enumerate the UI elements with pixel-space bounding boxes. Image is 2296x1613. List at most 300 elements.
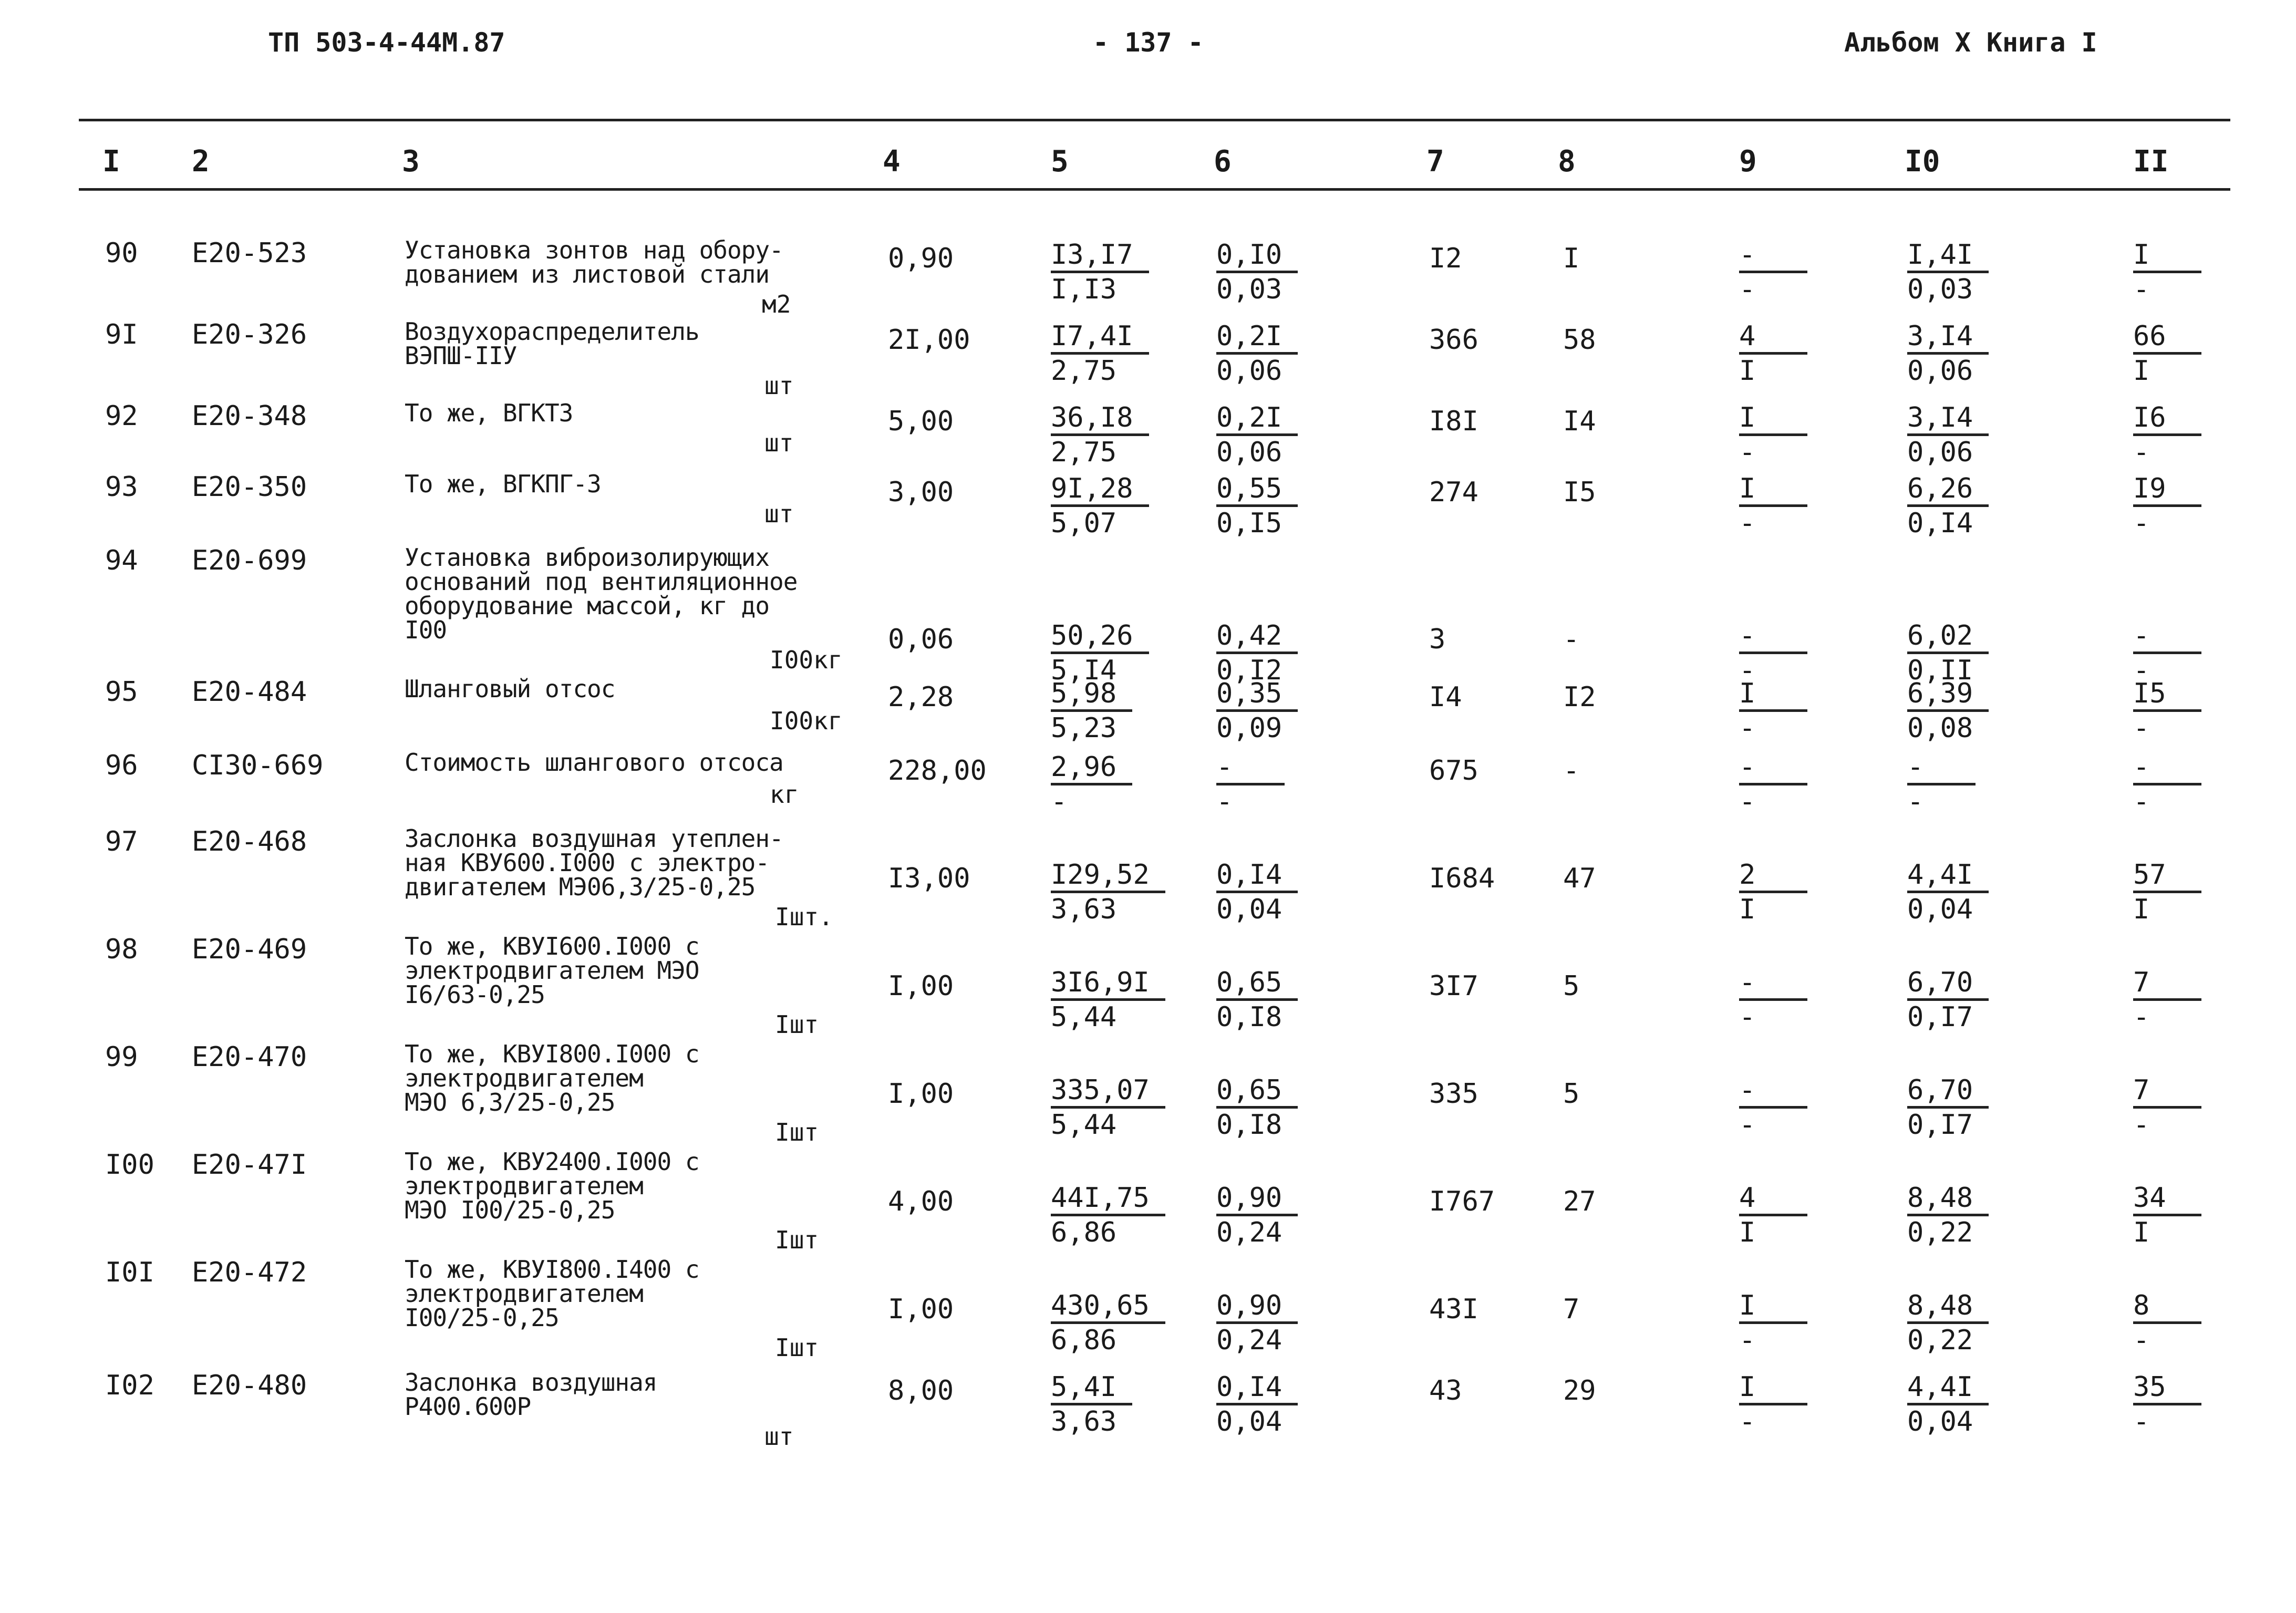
fraction-denominator: - bbox=[2133, 1325, 2150, 1356]
fraction-c10 bbox=[1907, 1371, 1989, 1438]
fraction-denominator: - bbox=[2133, 1109, 2150, 1141]
fraction-denominator: 0,08 bbox=[1907, 712, 1973, 744]
fraction-numerator: - bbox=[1739, 751, 1807, 785]
fraction-c11 bbox=[2133, 967, 2201, 1033]
rate-code: Е20-484 bbox=[192, 676, 307, 708]
fraction-numerator: 0,I0 bbox=[1216, 239, 1298, 273]
fraction-c6 bbox=[1216, 239, 1298, 306]
fraction-c6 bbox=[1216, 967, 1298, 1033]
fraction-numerator: 6,70 bbox=[1907, 1074, 1989, 1109]
fraction-c6 bbox=[1216, 1371, 1298, 1438]
row-number: 90 bbox=[105, 237, 138, 269]
quantity: 0,90 bbox=[888, 243, 954, 274]
column-8-value: 29 bbox=[1563, 1375, 1596, 1407]
column-8-value: 47 bbox=[1563, 863, 1596, 894]
work-description: Установка виброизолирующих оснований под вентиляционное оборудование массой, кг до I00 bbox=[405, 543, 798, 644]
fraction-numerator: 0,65 bbox=[1216, 967, 1298, 1001]
fraction-numerator: 66 bbox=[2133, 320, 2201, 355]
fraction-denominator: 5,44 bbox=[1051, 1109, 1117, 1141]
rate-code: СI30-669 bbox=[192, 750, 324, 781]
fraction-numerator: - bbox=[2133, 751, 2201, 785]
fraction-c9 bbox=[1739, 1182, 1807, 1249]
fraction-c11 bbox=[2133, 1074, 2201, 1141]
column-header-10: I0 bbox=[1905, 144, 1940, 179]
fraction-c9 bbox=[1739, 751, 1807, 818]
fraction-numerator: 7 bbox=[2133, 967, 2201, 1001]
measure-unit: Iшт bbox=[775, 1010, 819, 1039]
fraction-c9 bbox=[1739, 239, 1807, 306]
fraction-numerator: 0,2I bbox=[1216, 402, 1298, 436]
fraction-denominator: 0,09 bbox=[1216, 712, 1283, 744]
measure-unit: м2 bbox=[762, 290, 791, 318]
fraction-numerator: 3,I4 bbox=[1907, 402, 1989, 436]
column-7-value: 274 bbox=[1429, 477, 1478, 508]
column-header-8: 8 bbox=[1558, 144, 1576, 179]
fraction-denominator: 5,I4 bbox=[1051, 655, 1117, 686]
rate-code: Е20-326 bbox=[192, 319, 307, 350]
header-rule bbox=[79, 188, 2230, 191]
column-header-5: 5 bbox=[1051, 144, 1069, 179]
fraction-denominator: 0,I2 bbox=[1216, 655, 1283, 686]
fraction-c9 bbox=[1739, 678, 1807, 745]
fraction-numerator: I9 bbox=[2133, 473, 2201, 507]
fraction-denominator: 0,22 bbox=[1907, 1217, 1973, 1248]
column-7-value: I767 bbox=[1429, 1186, 1495, 1217]
fraction-numerator: I bbox=[1739, 402, 1807, 436]
fraction-c5 bbox=[1051, 402, 1149, 469]
rate-code: Е20-480 bbox=[192, 1370, 307, 1401]
rate-code: Е20-472 bbox=[192, 1257, 307, 1288]
fraction-numerator: 36,I8 bbox=[1051, 402, 1149, 436]
fraction-denominator: I bbox=[2133, 355, 2150, 387]
fraction-c10 bbox=[1907, 1074, 1989, 1141]
work-description: Установка зонтов над обору- дованием из листовой стали bbox=[405, 236, 783, 288]
fraction-denominator: - bbox=[1051, 786, 1068, 818]
fraction-denominator: - bbox=[2133, 786, 2150, 818]
fraction-numerator: I bbox=[1739, 678, 1807, 712]
album-label: Альбом X Книга I bbox=[1844, 27, 2097, 58]
fraction-c6 bbox=[1216, 620, 1298, 687]
fraction-numerator: - bbox=[1216, 751, 1285, 785]
fraction-numerator: I29,52 bbox=[1051, 859, 1165, 893]
fraction-numerator: 6,39 bbox=[1907, 678, 1989, 712]
column-7-value: 675 bbox=[1429, 755, 1478, 787]
fraction-numerator: 35 bbox=[2133, 1371, 2201, 1405]
column-8-value: I2 bbox=[1563, 681, 1596, 713]
fraction-numerator: 6,70 bbox=[1907, 967, 1989, 1001]
fraction-c10 bbox=[1907, 751, 1976, 818]
fraction-c9 bbox=[1739, 1074, 1807, 1141]
quantity: 0,06 bbox=[888, 624, 954, 655]
fraction-c10 bbox=[1907, 678, 1989, 745]
work-description: Воздухораспределитель ВЭПШ-IIУ bbox=[405, 317, 699, 370]
fraction-c5 bbox=[1051, 751, 1132, 818]
column-8-value: - bbox=[1563, 624, 1580, 655]
fraction-denominator: 0,06 bbox=[1216, 355, 1283, 387]
column-header-1: I bbox=[102, 144, 120, 179]
measure-unit: Iшт bbox=[775, 1118, 819, 1146]
fraction-numerator: - bbox=[1739, 620, 1807, 654]
row-number: I02 bbox=[105, 1370, 154, 1401]
fraction-c5 bbox=[1051, 1290, 1165, 1357]
column-8-value: 27 bbox=[1563, 1186, 1596, 1217]
fraction-numerator: 6,02 bbox=[1907, 620, 1989, 654]
fraction-denominator: 2,75 bbox=[1051, 355, 1117, 387]
top-rule bbox=[79, 119, 2230, 121]
work-description: То же, КВУI800.I000 с электродвигателем МЭО 6,3/25-0,25 bbox=[405, 1040, 699, 1116]
measure-unit: Iшт. bbox=[775, 903, 833, 931]
fraction-c10 bbox=[1907, 620, 1989, 687]
fraction-numerator: 0,42 bbox=[1216, 620, 1298, 654]
fraction-denominator: - bbox=[1739, 437, 1756, 468]
fraction-c6 bbox=[1216, 859, 1298, 926]
fraction-denominator: - bbox=[2133, 274, 2150, 305]
fraction-denominator: 0,I7 bbox=[1907, 1001, 1973, 1033]
row-number: 93 bbox=[105, 471, 138, 503]
fraction-numerator: 3,I4 bbox=[1907, 320, 1989, 355]
fraction-c6 bbox=[1216, 473, 1298, 540]
measure-unit: Iшт bbox=[775, 1226, 819, 1254]
fraction-denominator: 0,22 bbox=[1907, 1325, 1973, 1356]
fraction-c6 bbox=[1216, 1182, 1298, 1249]
fraction-denominator: 6,86 bbox=[1051, 1325, 1117, 1356]
fraction-c11 bbox=[2133, 1371, 2201, 1438]
fraction-denominator: - bbox=[2133, 712, 2150, 744]
fraction-c5 bbox=[1051, 1074, 1165, 1141]
fraction-numerator: 0,90 bbox=[1216, 1290, 1298, 1324]
fraction-denominator: I bbox=[1739, 355, 1756, 387]
fraction-c5 bbox=[1051, 473, 1149, 540]
fraction-denominator: 3,63 bbox=[1051, 1406, 1117, 1438]
fraction-denominator: - bbox=[1739, 1406, 1756, 1438]
quantity: 2I,00 bbox=[888, 324, 970, 356]
fraction-c5 bbox=[1051, 1182, 1165, 1249]
row-number: 99 bbox=[105, 1041, 138, 1073]
fraction-c5 bbox=[1051, 678, 1132, 745]
fraction-denominator: 0,04 bbox=[1216, 1406, 1283, 1438]
row-number: 97 bbox=[105, 826, 138, 857]
fraction-numerator: 7 bbox=[2133, 1074, 2201, 1109]
fraction-numerator: 335,07 bbox=[1051, 1074, 1165, 1109]
column-7-value: 43I bbox=[1429, 1294, 1478, 1325]
fraction-denominator: 0,03 bbox=[1216, 274, 1283, 305]
fraction-numerator: 0,35 bbox=[1216, 678, 1298, 712]
quantity: I,00 bbox=[888, 970, 954, 1002]
quantity: 4,00 bbox=[888, 1186, 954, 1217]
fraction-denominator: - bbox=[1739, 655, 1756, 686]
fraction-denominator: 0,I7 bbox=[1907, 1109, 1973, 1141]
fraction-numerator: I bbox=[2133, 239, 2201, 273]
measure-unit: Iшт bbox=[775, 1333, 819, 1362]
fraction-denominator: 0,I8 bbox=[1216, 1109, 1283, 1141]
column-header-7: 7 bbox=[1426, 144, 1444, 179]
fraction-numerator: I3,I7 bbox=[1051, 239, 1149, 273]
fraction-numerator: I bbox=[1739, 1371, 1807, 1405]
column-header-3: 3 bbox=[402, 144, 420, 179]
fraction-c10 bbox=[1907, 859, 1989, 926]
fraction-denominator: 0,04 bbox=[1216, 894, 1283, 925]
column-header-6: 6 bbox=[1214, 144, 1232, 179]
rate-code: Е20-523 bbox=[192, 237, 307, 269]
fraction-c10 bbox=[1907, 1290, 1989, 1357]
fraction-denominator: - bbox=[1739, 1109, 1756, 1141]
fraction-c9 bbox=[1739, 1371, 1807, 1438]
work-description: Шланговый отсос bbox=[405, 675, 615, 703]
fraction-denominator: - bbox=[2133, 655, 2150, 686]
column-header-9: 9 bbox=[1739, 144, 1757, 179]
fraction-numerator: - bbox=[1739, 967, 1807, 1001]
fraction-numerator: I5 bbox=[2133, 678, 2201, 712]
measure-unit: I00кг bbox=[770, 646, 843, 674]
fraction-denominator: - bbox=[1739, 786, 1756, 818]
fraction-numerator: 4,4I bbox=[1907, 859, 1989, 893]
fraction-c5 bbox=[1051, 1371, 1132, 1438]
fraction-denominator: - bbox=[1739, 712, 1756, 744]
fraction-denominator: 5,07 bbox=[1051, 508, 1117, 539]
fraction-denominator: 0,24 bbox=[1216, 1217, 1283, 1248]
fraction-numerator: - bbox=[1739, 1074, 1807, 1109]
fraction-numerator: 0,90 bbox=[1216, 1182, 1298, 1216]
fraction-numerator: 0,I4 bbox=[1216, 859, 1298, 893]
rate-code: Е20-468 bbox=[192, 826, 307, 857]
measure-unit: шт bbox=[764, 429, 794, 457]
fraction-denominator: - bbox=[2133, 437, 2150, 468]
fraction-denominator: 2,75 bbox=[1051, 437, 1117, 468]
fraction-c9 bbox=[1739, 320, 1807, 387]
fraction-c9 bbox=[1739, 1290, 1807, 1357]
fraction-numerator: 57 bbox=[2133, 859, 2201, 893]
fraction-denominator: I bbox=[2133, 1217, 2150, 1248]
fraction-numerator: 5,98 bbox=[1051, 678, 1132, 712]
fraction-c5 bbox=[1051, 320, 1149, 387]
fraction-c11 bbox=[2133, 320, 2201, 387]
fraction-c11 bbox=[2133, 473, 2201, 540]
column-8-value: I bbox=[1563, 243, 1580, 274]
fraction-c6 bbox=[1216, 320, 1298, 387]
column-8-value: - bbox=[1563, 755, 1580, 787]
quantity: I,00 bbox=[888, 1078, 954, 1110]
rate-code: Е20-348 bbox=[192, 400, 307, 432]
fraction-c5 bbox=[1051, 620, 1149, 687]
fraction-numerator: - bbox=[2133, 620, 2201, 654]
work-description: То же, КВУI800.I400 с электродвигателем I00/25-0,25 bbox=[405, 1255, 699, 1332]
fraction-c9 bbox=[1739, 473, 1807, 540]
fraction-denominator: I bbox=[2133, 894, 2150, 925]
fraction-c6 bbox=[1216, 1074, 1298, 1141]
measure-unit: шт bbox=[764, 500, 794, 528]
fraction-c10 bbox=[1907, 967, 1989, 1033]
row-number: 98 bbox=[105, 934, 138, 965]
work-description: То же, ВГКПГ-3 bbox=[405, 470, 601, 498]
fraction-c9 bbox=[1739, 402, 1807, 469]
fraction-denominator: 5,23 bbox=[1051, 712, 1117, 744]
work-description: То же, КВУI600.I000 с электродвигателем МЭО I6/63-0,25 bbox=[405, 932, 699, 1009]
rate-code: Е20-699 bbox=[192, 545, 307, 576]
fraction-denominator: - bbox=[1739, 508, 1756, 539]
fraction-denominator: I,I3 bbox=[1051, 274, 1117, 305]
column-7-value: 3 bbox=[1429, 624, 1446, 655]
fraction-c11 bbox=[2133, 859, 2201, 926]
column-8-value: 5 bbox=[1563, 1078, 1580, 1110]
fraction-denominator: 0,06 bbox=[1216, 437, 1283, 468]
fraction-denominator: - bbox=[1739, 274, 1756, 305]
fraction-denominator: 0,I5 bbox=[1216, 508, 1283, 539]
fraction-numerator: 0,55 bbox=[1216, 473, 1298, 507]
fraction-denominator: - bbox=[1739, 1001, 1756, 1033]
fraction-denominator: 0,04 bbox=[1907, 1406, 1973, 1438]
measure-unit: шт bbox=[764, 1422, 794, 1451]
fraction-numerator: 0,65 bbox=[1216, 1074, 1298, 1109]
measure-unit: кг bbox=[770, 780, 799, 809]
fraction-c11 bbox=[2133, 620, 2201, 687]
fraction-c5 bbox=[1051, 239, 1149, 306]
quantity: 5,00 bbox=[888, 406, 954, 437]
column-8-value: 7 bbox=[1563, 1294, 1580, 1325]
fraction-numerator: 8 bbox=[2133, 1290, 2201, 1324]
column-7-value: 335 bbox=[1429, 1078, 1478, 1110]
row-number: 95 bbox=[105, 676, 138, 708]
column-header-11: II bbox=[2133, 144, 2169, 179]
quantity: 3,00 bbox=[888, 477, 954, 508]
work-description: Стоимость шлангового отсоса bbox=[405, 748, 783, 777]
fraction-numerator: I bbox=[1739, 1290, 1807, 1324]
fraction-numerator: 4 bbox=[1739, 320, 1807, 355]
fraction-c11 bbox=[2133, 751, 2201, 818]
quantity: 228,00 bbox=[888, 755, 987, 787]
fraction-numerator: 2 bbox=[1739, 859, 1807, 893]
fraction-numerator: 9I,28 bbox=[1051, 473, 1149, 507]
fraction-denominator: - bbox=[2133, 1001, 2150, 1033]
fraction-c9 bbox=[1739, 967, 1807, 1033]
fraction-c11 bbox=[2133, 239, 2201, 306]
fraction-numerator: 0,I4 bbox=[1216, 1371, 1298, 1405]
column-8-value: I4 bbox=[1563, 406, 1596, 437]
column-8-value: 58 bbox=[1563, 324, 1596, 356]
row-number: 94 bbox=[105, 545, 138, 576]
page-number: - 137 - bbox=[1093, 27, 1204, 58]
fraction-c6 bbox=[1216, 678, 1298, 745]
fraction-denominator: - bbox=[1907, 786, 1924, 818]
quantity: 8,00 bbox=[888, 1375, 954, 1407]
fraction-numerator: 5,4I bbox=[1051, 1371, 1132, 1405]
fraction-c10 bbox=[1907, 402, 1989, 469]
rate-code: Е20-47I bbox=[192, 1149, 307, 1181]
fraction-numerator: 50,26 bbox=[1051, 620, 1149, 654]
fraction-numerator: 6,26 bbox=[1907, 473, 1989, 507]
work-description: Заслонка воздушная Р400.600Р bbox=[405, 1368, 657, 1421]
fraction-c6 bbox=[1216, 1290, 1298, 1357]
quantity: I3,00 bbox=[888, 863, 970, 894]
fraction-numerator: 430,65 bbox=[1051, 1290, 1165, 1324]
fraction-denominator: 0,03 bbox=[1907, 274, 1973, 305]
fraction-c11 bbox=[2133, 402, 2201, 469]
row-number: 92 bbox=[105, 400, 138, 432]
fraction-c9 bbox=[1739, 859, 1807, 926]
fraction-numerator: - bbox=[1907, 751, 1976, 785]
fraction-denominator: 0,II bbox=[1907, 655, 1973, 686]
work-description: То же, КВУ2400.I000 с электродвигателем МЭО I00/25-0,25 bbox=[405, 1147, 699, 1224]
rate-code: Е20-350 bbox=[192, 471, 307, 503]
rate-code: Е20-469 bbox=[192, 934, 307, 965]
rate-code: Е20-470 bbox=[192, 1041, 307, 1073]
fraction-denominator: 0,04 bbox=[1907, 894, 1973, 925]
column-8-value: I5 bbox=[1563, 477, 1596, 508]
fraction-denominator: 0,I8 bbox=[1216, 1001, 1283, 1033]
fraction-numerator: 3I6,9I bbox=[1051, 967, 1165, 1001]
column-7-value: I8I bbox=[1429, 406, 1478, 437]
fraction-numerator: 44I,75 bbox=[1051, 1182, 1165, 1216]
fraction-numerator: 8,48 bbox=[1907, 1182, 1989, 1216]
measure-unit: шт bbox=[764, 371, 794, 400]
fraction-c10 bbox=[1907, 1182, 1989, 1249]
fraction-denominator: 3,63 bbox=[1051, 894, 1117, 925]
column-7-value: I684 bbox=[1429, 863, 1495, 894]
fraction-c10 bbox=[1907, 473, 1989, 540]
fraction-numerator: I6 bbox=[2133, 402, 2201, 436]
fraction-c11 bbox=[2133, 1182, 2201, 1249]
column-7-value: I2 bbox=[1429, 243, 1462, 274]
fraction-numerator: 8,48 bbox=[1907, 1290, 1989, 1324]
fraction-numerator: 0,2I bbox=[1216, 320, 1298, 355]
column-header-4: 4 bbox=[883, 144, 901, 179]
fraction-c11 bbox=[2133, 1290, 2201, 1357]
column-7-value: 3I7 bbox=[1429, 970, 1478, 1002]
fraction-denominator: 0,24 bbox=[1216, 1325, 1283, 1356]
fraction-numerator: - bbox=[1739, 239, 1807, 273]
doc-code: ТП 503-4-44М.87 bbox=[268, 27, 505, 58]
fraction-denominator: - bbox=[2133, 1406, 2150, 1438]
column-7-value: 43 bbox=[1429, 1375, 1462, 1407]
fraction-denominator: I bbox=[1739, 894, 1756, 925]
work-description: То же, ВГКТЗ bbox=[405, 399, 573, 427]
fraction-numerator: I,4I bbox=[1907, 239, 1989, 273]
quantity: I,00 bbox=[888, 1294, 954, 1325]
fraction-numerator: 2,96 bbox=[1051, 751, 1132, 785]
measure-unit: I00кг bbox=[770, 707, 843, 735]
fraction-c10 bbox=[1907, 239, 1989, 306]
fraction-denominator: 0,06 bbox=[1907, 355, 1973, 387]
fraction-c6 bbox=[1216, 402, 1298, 469]
fraction-numerator: 34 bbox=[2133, 1182, 2201, 1216]
fraction-c6 bbox=[1216, 751, 1285, 818]
fraction-c9 bbox=[1739, 620, 1807, 687]
column-header-2: 2 bbox=[192, 144, 210, 179]
fraction-c5 bbox=[1051, 859, 1165, 926]
fraction-denominator: - bbox=[1739, 1325, 1756, 1356]
fraction-numerator: 4,4I bbox=[1907, 1371, 1989, 1405]
row-number: I00 bbox=[105, 1149, 154, 1181]
fraction-denominator: 6,86 bbox=[1051, 1217, 1117, 1248]
fraction-denominator: 5,44 bbox=[1051, 1001, 1117, 1033]
fraction-numerator: I bbox=[1739, 473, 1807, 507]
fraction-denominator: - bbox=[1216, 786, 1233, 818]
work-description: Заслонка воздушная утеплен- ная КВУ600.I000 с электро- двигателем МЭ06,3/25-0,25 bbox=[405, 824, 783, 901]
fraction-numerator: I7,4I bbox=[1051, 320, 1149, 355]
quantity: 2,28 bbox=[888, 681, 954, 713]
column-8-value: 5 bbox=[1563, 970, 1580, 1002]
fraction-c5 bbox=[1051, 967, 1165, 1033]
fraction-denominator: 0,I4 bbox=[1907, 508, 1973, 539]
fraction-denominator: 0,06 bbox=[1907, 437, 1973, 468]
fraction-denominator: I bbox=[1739, 1217, 1756, 1248]
fraction-denominator: - bbox=[2133, 508, 2150, 539]
row-number: I0I bbox=[105, 1257, 154, 1288]
fraction-numerator: 4 bbox=[1739, 1182, 1807, 1216]
fraction-c11 bbox=[2133, 678, 2201, 745]
fraction-c10 bbox=[1907, 320, 1989, 387]
row-number: 9I bbox=[105, 319, 138, 350]
column-7-value: I4 bbox=[1429, 681, 1462, 713]
